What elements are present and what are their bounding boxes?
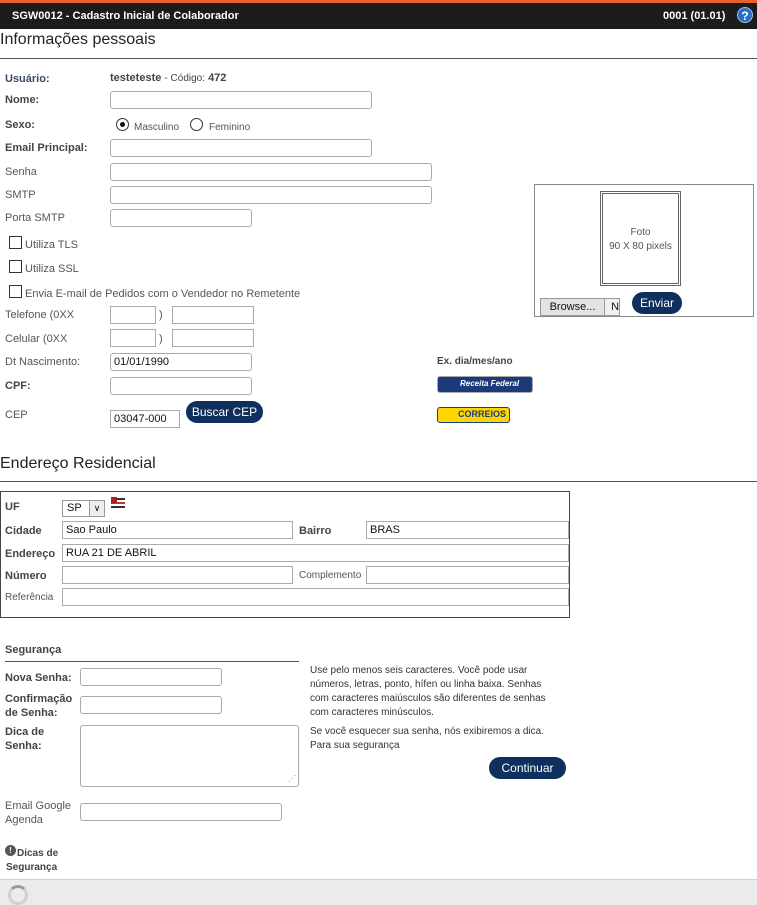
nascimento-hint: Ex. dia/mes/ano: [437, 356, 513, 367]
telefone-label: Telefone (0XX: [5, 309, 75, 321]
masculino-radio[interactable]: [116, 118, 129, 131]
nome-input[interactable]: [110, 91, 372, 109]
chevron-down-icon[interactable]: ∨: [89, 501, 104, 516]
dica-label: [5, 725, 44, 753]
nome-label: Nome:: [5, 94, 40, 106]
bairro-label: Bairro: [299, 525, 332, 537]
masculino-label: Masculino: [134, 122, 180, 133]
usuario-value: testeteste: [110, 72, 162, 84]
nascimento-input[interactable]: 01/01/1990: [110, 353, 252, 371]
celular-input[interactable]: [172, 329, 254, 347]
codigo-value: 472: [208, 72, 227, 84]
codigo-prefix: - Código:: [164, 73, 205, 84]
envia-checkbox[interactable]: [9, 285, 22, 298]
telefone-ddd-input[interactable]: [110, 306, 156, 324]
cep-input[interactable]: 03047-000: [110, 410, 180, 428]
password-tip: Use pelo menos seis caracteres. Você pode usar números, letras, ponto, hífen ou linha baixa. Senhas com caracteres maiúsculos são diferentes de senhas com caracteres minúsculos.: [310, 665, 546, 718]
sexo-label: Sexo:: [5, 119, 35, 131]
confirmacao-label-2: de Senha:: [5, 707, 58, 719]
cidade-label: Cidade: [5, 525, 42, 537]
dica-label-1: Dica de: [5, 726, 45, 738]
footer-bar: [0, 879, 757, 905]
cpf-input[interactable]: [110, 377, 252, 395]
complemento-input[interactable]: [366, 566, 569, 584]
celular-paren: ): [159, 333, 163, 345]
buscar-cep-button[interactable]: Buscar CEP: [186, 401, 263, 423]
smtp-input[interactable]: [110, 186, 432, 204]
correios-logo[interactable]: CORREIOS: [437, 407, 510, 423]
browse-button[interactable]: Browse...: [541, 299, 605, 315]
senha-input[interactable]: [110, 163, 432, 181]
file-input[interactable]: [540, 298, 620, 316]
personal-divider: [0, 58, 757, 59]
celular-label: Celular (0XX: [5, 333, 68, 345]
photo-size-label: 90 X 80 pixels: [609, 241, 672, 252]
dica-label-2: Senha:: [5, 740, 42, 752]
screen-code: 0001 (01.01): [663, 10, 726, 22]
security-heading: Segurança: [5, 644, 62, 656]
continuar-button[interactable]: Continuar: [489, 757, 566, 779]
nova-senha-input[interactable]: [80, 668, 222, 686]
confirmacao-label: [5, 692, 72, 720]
address-divider: [0, 481, 757, 482]
ssl-checkbox[interactable]: [9, 260, 22, 273]
senha-label: Senha: [5, 166, 37, 178]
uf-select-value: SP: [67, 502, 82, 514]
receita-federal-logo[interactable]: Receita Federal: [437, 376, 533, 393]
email-input[interactable]: [110, 139, 372, 157]
photo-label: Foto: [630, 227, 651, 238]
dica-textarea[interactable]: [80, 725, 299, 787]
title-bar: [0, 0, 757, 29]
google-label-1: Email Google: [5, 800, 72, 812]
address-heading: Endereço Residencial: [0, 455, 156, 472]
google-label: [5, 799, 71, 827]
smtp-label: SMTP: [5, 189, 36, 201]
enviar-button[interactable]: Enviar: [632, 292, 682, 314]
info-icon[interactable]: !: [5, 845, 16, 856]
loading-spinner-icon: [8, 885, 28, 905]
numero-input[interactable]: [62, 566, 293, 584]
resize-handle-icon[interactable]: ⋰: [288, 774, 296, 783]
dicas-label-2: Segurança: [6, 862, 58, 873]
ssl-label: Utiliza SSL: [25, 263, 79, 275]
cep-label: CEP: [5, 409, 28, 421]
telefone-input[interactable]: [172, 306, 254, 324]
uf-select[interactable]: [62, 500, 105, 517]
complemento-label: Complemento: [299, 570, 362, 581]
envia-label: Envia E-mail de Pedidos com o Vendedor no Remetente: [25, 288, 301, 300]
feminino-radio[interactable]: [190, 118, 203, 131]
cpf-label: CPF:: [5, 380, 31, 392]
email-label: Email Principal:: [5, 142, 88, 154]
usuario-label: Usuário:: [5, 73, 50, 85]
tls-label: Utiliza TLS: [25, 239, 78, 251]
cidade-input[interactable]: Sao Paulo: [62, 521, 293, 539]
hint-tip: Se você esquecer sua senha, nós exibiremos a dica. Para sua segurança: [310, 726, 545, 751]
tls-checkbox[interactable]: [9, 236, 22, 249]
personal-heading: Informações pessoais: [0, 31, 156, 48]
window-title: SGW0012 - Cadastro Inicial de Colaborador: [12, 10, 239, 22]
referencia-input[interactable]: [62, 588, 569, 606]
dicas-link[interactable]: [6, 847, 58, 875]
nascimento-label: Dt Nascimento:: [5, 356, 81, 368]
photo-placeholder: [600, 191, 681, 286]
nova-senha-label: Nova Senha:: [5, 672, 72, 684]
feminino-label: Feminino: [209, 122, 251, 133]
telefone-paren: ): [159, 309, 163, 321]
referencia-label: Referência: [5, 592, 54, 603]
help-icon[interactable]: ?: [737, 7, 753, 23]
file-name: N: [611, 301, 620, 313]
porta-label: Porta SMTP: [5, 212, 65, 224]
google-agenda-input[interactable]: [80, 803, 282, 821]
numero-label: Número: [5, 570, 47, 582]
bairro-input[interactable]: BRAS: [366, 521, 569, 539]
state-flag-icon: [111, 497, 125, 511]
usuario-info: [110, 72, 226, 84]
google-label-2: Agenda: [5, 814, 43, 826]
security-divider: [5, 661, 299, 662]
confirmacao-input[interactable]: [80, 696, 222, 714]
porta-input[interactable]: [110, 209, 252, 227]
confirmacao-label-1: Confirmação: [5, 693, 73, 705]
endereco-label: Endereço: [5, 548, 56, 560]
endereco-input[interactable]: RUA 21 DE ABRIL: [62, 544, 569, 562]
dicas-label-1: Dicas de: [17, 848, 59, 859]
uf-label: UF: [5, 501, 20, 513]
celular-ddd-input[interactable]: [110, 329, 156, 347]
